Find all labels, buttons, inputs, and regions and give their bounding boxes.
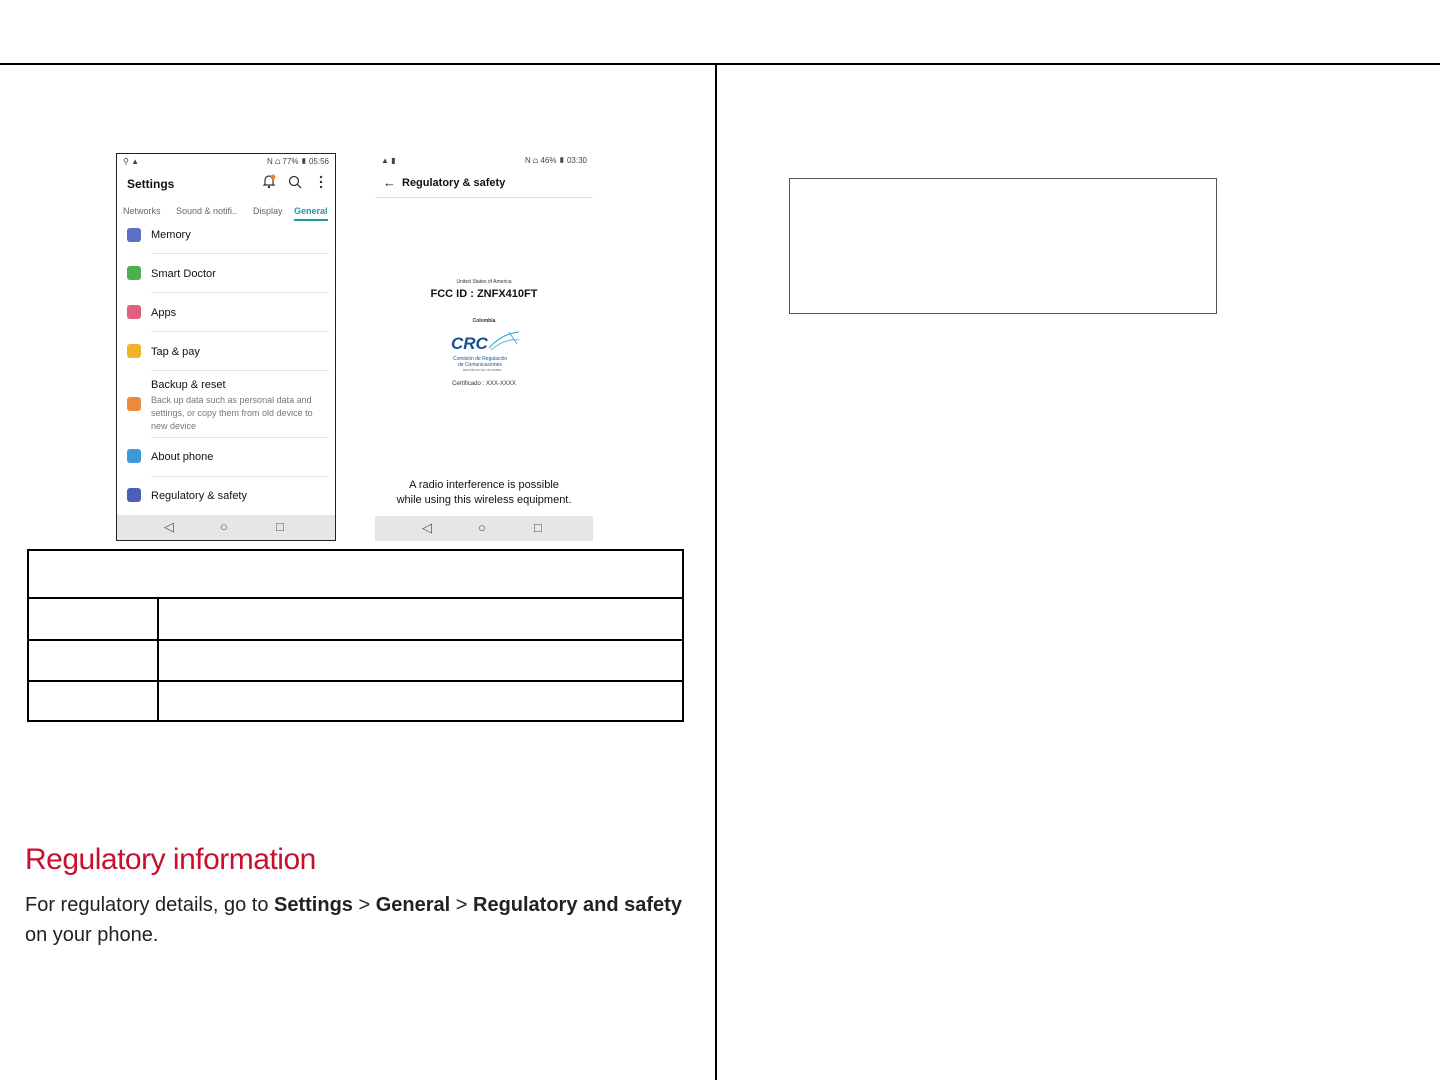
menu-item-description: Back up data such as personal data and settings, or copy them from old device to new device (151, 395, 313, 431)
menu-item-label: Memory (151, 229, 191, 241)
spec-table (27, 549, 684, 722)
tab-general[interactable]: General (294, 206, 328, 221)
menu-item-memory[interactable] (117, 228, 335, 254)
status-right: N ⩍ 77% ▮ 05:56 (267, 157, 329, 166)
country-colombia: Colombia (472, 318, 496, 324)
menu-item-tap-pay[interactable] (117, 332, 335, 371)
memory-icon (127, 228, 141, 242)
status-bar (375, 153, 593, 169)
menu-item-regulatory-safety[interactable] (117, 477, 335, 515)
column-divider (715, 63, 717, 1080)
notification-bell-icon[interactable] (262, 174, 276, 192)
menu-item-label: About phone (151, 451, 214, 463)
status-left: ▲ ▮ (381, 156, 396, 165)
apps-icon (127, 305, 141, 319)
recents-icon[interactable]: □ (276, 519, 284, 534)
home-icon[interactable]: ○ (478, 520, 486, 535)
fcc-id: FCC ID : ZNFX410FT (430, 288, 538, 300)
path-separator: > (352, 894, 376, 916)
crc-subtitle: REPÚBLICA DE COLOMBIA (463, 368, 502, 372)
nav-bar (117, 515, 335, 540)
menu-item-label: Regulatory & safety (151, 490, 247, 502)
section-heading: Regulatory information (25, 843, 316, 876)
menu-item-apps[interactable] (117, 293, 335, 332)
path-settings: Settings (274, 894, 353, 916)
body-prefix: For regulatory details, go to (25, 894, 275, 916)
status-right: N ⩍ 46% ▮ 03:30 (525, 156, 587, 165)
empty-box (789, 178, 1217, 314)
interference-notice-line2: while using this wireless equipment. (396, 494, 572, 506)
path-regulatory-safety: Regulatory and safety (473, 894, 682, 916)
path-general: General (375, 894, 451, 916)
about-phone-icon (127, 449, 141, 463)
back-arrow-icon[interactable]: ← (383, 175, 396, 190)
recents-icon[interactable]: □ (534, 520, 542, 535)
regulatory-safety-icon (127, 488, 141, 502)
table-row-divider (29, 597, 682, 599)
top-rule (0, 63, 1440, 65)
tab-sound-notifications[interactable]: Sound & notifi.. (176, 206, 238, 216)
menu-item-about-phone[interactable] (117, 438, 335, 477)
status-bar (117, 154, 335, 170)
body-suffix: on your phone. (25, 924, 159, 946)
crc-logo-swoosh-icon (487, 330, 521, 352)
back-icon[interactable]: ◁ (164, 519, 174, 534)
status-left: ⚲ ▲ (123, 157, 139, 166)
tab-networks[interactable]: Networks (123, 206, 161, 216)
crc-logo-text: CRC (451, 334, 488, 353)
table-row-divider (29, 680, 682, 682)
title-divider (375, 197, 593, 198)
settings-tabs (117, 206, 335, 228)
settings-title: Settings (127, 177, 175, 191)
table-column-divider (157, 599, 159, 720)
crc-name-line1: Comisión de Regulación (453, 356, 508, 362)
nav-bar (375, 516, 593, 541)
more-options-icon[interactable] (318, 175, 324, 192)
menu-item-backup-reset[interactable] (117, 371, 335, 438)
interference-notice-line1: A radio interference is possible (409, 479, 559, 491)
search-icon[interactable] (288, 175, 302, 192)
menu-item-smart-doctor[interactable] (117, 254, 335, 293)
menu-item-label: Backup & reset (151, 379, 226, 391)
tap-pay-icon (127, 344, 141, 358)
path-separator: > (450, 894, 473, 916)
menu-item-label: Smart Doctor (151, 268, 216, 280)
regulatory-screenshot (375, 153, 593, 541)
crc-name-line2: de Comunicaciones (458, 362, 502, 368)
back-icon[interactable]: ◁ (422, 520, 432, 535)
table-row-divider (29, 639, 682, 641)
country-usa: United States of America (456, 279, 512, 285)
crc-logo (449, 330, 523, 372)
certificado: Certificado : XXX-XXXX (452, 381, 516, 387)
tab-display[interactable]: Display (253, 206, 283, 216)
smart-doctor-icon (127, 266, 141, 280)
backup-reset-icon (127, 397, 141, 411)
regulatory-title: Regulatory & safety (402, 177, 506, 189)
menu-item-label: Tap & pay (151, 346, 200, 358)
home-icon[interactable]: ○ (220, 519, 228, 534)
section-body (25, 890, 705, 950)
settings-screenshot (116, 153, 336, 541)
menu-item-label: Apps (151, 307, 177, 319)
